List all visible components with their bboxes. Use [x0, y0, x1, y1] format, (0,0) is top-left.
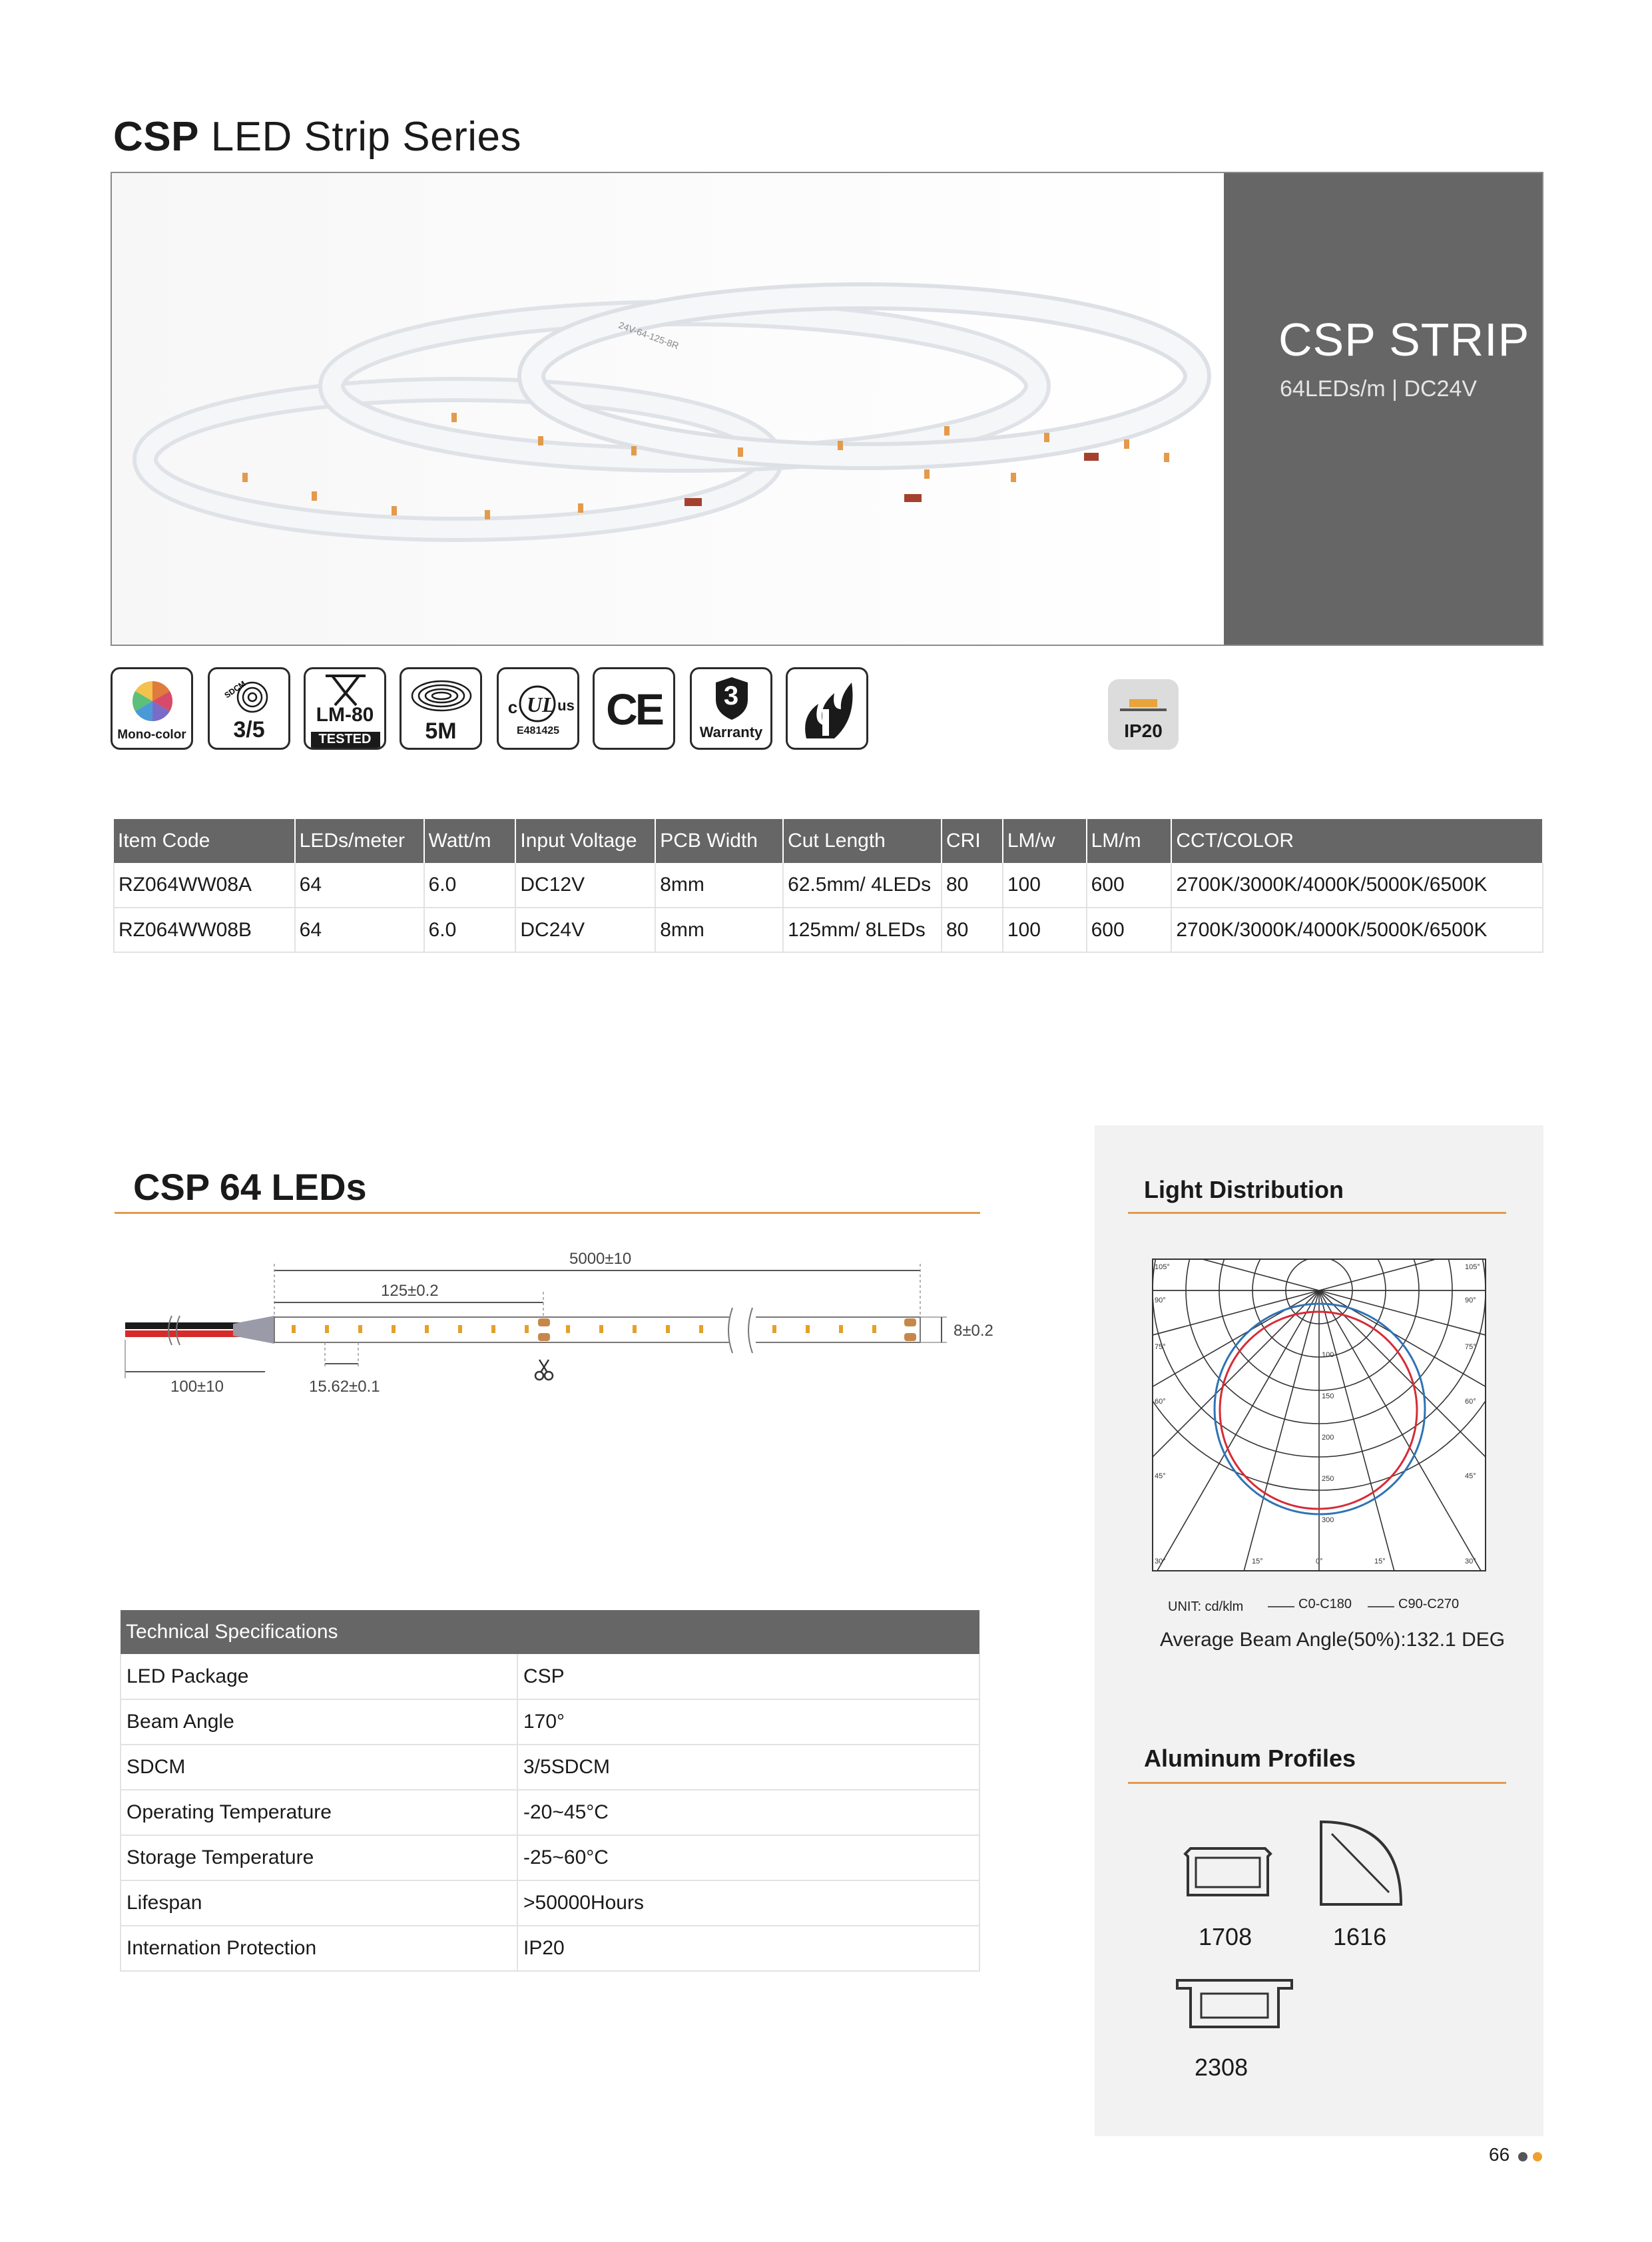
- angle-label: 15°: [1252, 1557, 1263, 1565]
- col-cct: CCT/COLOR: [1171, 819, 1543, 863]
- table-row: [121, 1835, 979, 1880]
- radial-label: 250: [1322, 1475, 1334, 1483]
- spec-value: -25~60°C: [517, 1835, 979, 1880]
- col-lm-m: LM/m: [1087, 819, 1172, 863]
- table-row: [114, 863, 1543, 908]
- c0-legend-line: [1268, 1606, 1294, 1607]
- warranty-icon: [690, 667, 772, 750]
- cell-watt: 6.0: [424, 863, 516, 908]
- page-title: [113, 113, 521, 160]
- angle-label: 90°: [1465, 1296, 1476, 1304]
- c0-legend-label: C0-C180: [1298, 1597, 1352, 1611]
- col-pcb-width: PCB Width: [655, 819, 783, 863]
- ul-c-label: c: [507, 697, 518, 717]
- col-watt: Watt/m: [424, 819, 516, 863]
- spec-header: Technical Specifications: [121, 1610, 979, 1654]
- col-cut-length: Cut Length: [783, 819, 942, 863]
- spec-value: 170°: [517, 1699, 979, 1745]
- page-number: 66: [1489, 2144, 1510, 2165]
- svg-text:UL: UL: [527, 693, 555, 716]
- c90-legend-line: [1368, 1606, 1394, 1607]
- table-row: [121, 1926, 979, 1971]
- lm80-label: LM-80: [316, 704, 374, 726]
- radial-label: 200: [1322, 1434, 1334, 1442]
- lm80-tested-label: TESTED: [318, 732, 372, 746]
- led-strip-photo: [112, 173, 1223, 646]
- hero-panel: [1224, 173, 1543, 646]
- unit-label: UNIT: cd/klm: [1168, 1599, 1244, 1614]
- cell-cri: 80: [942, 908, 1003, 952]
- cell-input-voltage: DC24V: [515, 908, 655, 952]
- angle-label: 75°: [1465, 1343, 1476, 1351]
- sdcm-small-text: SDCM: [222, 679, 248, 701]
- cell-cut-length: 125mm/ 8LEDs: [783, 908, 942, 952]
- footer-dot-1: [1518, 2152, 1527, 2161]
- angle-label: 0°: [1316, 1557, 1323, 1565]
- table-row: [114, 908, 1543, 952]
- cell-pcb-width: 8mm: [655, 863, 783, 908]
- models-header-row: [114, 819, 1543, 863]
- sdcm-icon: [208, 667, 290, 750]
- cell-pcb-width: 8mm: [655, 908, 783, 952]
- hero-banner: [111, 172, 1543, 646]
- angle-label: 45°: [1465, 1472, 1476, 1480]
- ul-us-label: us: [557, 697, 575, 714]
- spec-value: >50000Hours: [517, 1880, 979, 1926]
- ip-led-glyph: [1129, 699, 1157, 707]
- ce-label: CE: [606, 685, 662, 734]
- section-title: CSP 64 LEDs: [133, 1166, 367, 1208]
- ip-strip-glyph: [1120, 708, 1167, 711]
- table-row: [121, 1745, 979, 1790]
- col-leds-meter: LEDs/meter: [295, 819, 424, 863]
- cell-leds-meter: 64: [295, 908, 424, 952]
- profile-1616-icon: [1314, 1818, 1408, 1911]
- spec-value: 3/5SDCM: [517, 1745, 979, 1790]
- profile-1708-icon: [1181, 1838, 1274, 1904]
- angle-label: 30°: [1155, 1557, 1166, 1565]
- light-distribution-rule: [1128, 1212, 1506, 1214]
- spec-key: Beam Angle: [121, 1699, 517, 1745]
- beam-angle-note: Average Beam Angle(50%):132.1 DEG: [1160, 1629, 1506, 1651]
- cell-input-voltage: DC12V: [515, 863, 655, 908]
- cell-cct: 2700K/3000K/4000K/5000K/6500K: [1171, 908, 1543, 952]
- title-bold: CSP: [113, 114, 199, 160]
- section-rule: [115, 1212, 980, 1214]
- radial-label: 150: [1322, 1392, 1334, 1400]
- cell-watt: 6.0: [424, 908, 516, 952]
- cell-lm-w: 100: [1003, 908, 1087, 952]
- col-cri: CRI: [942, 819, 1003, 863]
- reel-length-icon: [400, 667, 482, 750]
- spec-value: -20~45°C: [517, 1790, 979, 1835]
- ul-icon: [497, 667, 579, 750]
- dim-cable-length: 100±10: [170, 1378, 224, 1396]
- light-distribution-title: Light Distribution: [1144, 1176, 1344, 1203]
- profile-1616-label: 1616: [1333, 1923, 1387, 1950]
- col-lm-w: LM/w: [1003, 819, 1087, 863]
- title-rest: LED Strip Series: [210, 114, 521, 160]
- cell-lm-w: 100: [1003, 863, 1087, 908]
- side-panel: [1095, 1125, 1543, 2136]
- ul-number-label: E481425: [516, 725, 560, 736]
- flame-retardant-icon: [786, 667, 868, 750]
- aluminum-profiles-title: Aluminum Profiles: [1144, 1745, 1356, 1772]
- angle-label: 15°: [1374, 1557, 1386, 1565]
- angle-label: 30°: [1465, 1557, 1476, 1565]
- footer-dot-2: [1533, 2152, 1542, 2161]
- aluminum-profiles-rule: [1128, 1782, 1506, 1784]
- angle-label: 105°: [1155, 1263, 1170, 1271]
- polar-diagram: [1152, 1259, 1486, 1571]
- spec-key: LED Package: [121, 1654, 517, 1699]
- angle-label: 75°: [1155, 1343, 1166, 1351]
- profile-1708-label: 1708: [1199, 1923, 1252, 1950]
- models-table: [113, 819, 1543, 953]
- spec-key: Storage Temperature: [121, 1835, 517, 1880]
- warranty-label: Warranty: [699, 724, 763, 740]
- sdcm-label: 3/5: [233, 717, 265, 742]
- dim-cut-length: 125±0.2: [381, 1282, 439, 1300]
- spec-table: [120, 1610, 980, 1972]
- strip-title: CSP STRIP: [1278, 314, 1530, 366]
- mono-color-label: Mono-color: [117, 728, 186, 742]
- table-row: [121, 1654, 979, 1699]
- scissors-icon: [535, 1360, 553, 1380]
- table-row: [121, 1880, 979, 1926]
- cell-item-code: RZ064WW08B: [114, 908, 295, 952]
- table-row: [121, 1790, 979, 1835]
- cell-cct: 2700K/3000K/4000K/5000K/6500K: [1171, 863, 1543, 908]
- angle-label: 60°: [1465, 1398, 1476, 1406]
- warranty-years: 3: [723, 681, 739, 710]
- angle-label: 45°: [1155, 1472, 1166, 1480]
- cell-lm-m: 600: [1087, 863, 1172, 908]
- radial-label: 100: [1322, 1351, 1334, 1359]
- spec-key: Internation Protection: [121, 1926, 517, 1971]
- table-row: [121, 1699, 979, 1745]
- dim-led-pitch: 15.62±0.1: [309, 1378, 380, 1396]
- mono-color-icon: [111, 667, 193, 750]
- dimension-drawing: [113, 1252, 1019, 1412]
- angle-label: 60°: [1155, 1398, 1166, 1406]
- cell-lm-m: 600: [1087, 908, 1172, 952]
- spec-key: Operating Temperature: [121, 1790, 517, 1835]
- spec-key: SDCM: [121, 1745, 517, 1790]
- spec-key: Lifespan: [121, 1880, 517, 1926]
- col-input-voltage: Input Voltage: [515, 819, 655, 863]
- cell-cut-length: 62.5mm/ 4LEDs: [783, 863, 942, 908]
- col-item-code: Item Code: [114, 819, 295, 863]
- ip20-icon: [1108, 679, 1179, 750]
- c90-legend-label: C90-C270: [1398, 1597, 1460, 1611]
- cell-item-code: RZ064WW08A: [114, 863, 295, 908]
- spec-value: CSP: [517, 1654, 979, 1699]
- strip-print: 24V-64-125-8R: [617, 319, 681, 352]
- dim-total-length: 5000±10: [569, 1252, 632, 1268]
- cell-leds-meter: 64: [295, 863, 424, 908]
- spec-value: IP20: [517, 1926, 979, 1971]
- reel-length-label: 5M: [425, 718, 457, 744]
- ip20-label: IP20: [1124, 720, 1163, 741]
- profile-2308-icon: [1175, 1971, 1294, 2038]
- angle-label: 90°: [1155, 1296, 1166, 1304]
- ce-icon: [593, 667, 675, 750]
- radial-label: 300: [1322, 1516, 1334, 1524]
- strip-subtitle: 64LEDs/m | DC24V: [1280, 376, 1478, 402]
- lm80-icon: [304, 667, 386, 750]
- dim-width: 8±0.2: [954, 1322, 993, 1340]
- profile-2308-label: 2308: [1195, 2054, 1248, 2081]
- angle-label: 105°: [1465, 1263, 1480, 1271]
- cell-cri: 80: [942, 863, 1003, 908]
